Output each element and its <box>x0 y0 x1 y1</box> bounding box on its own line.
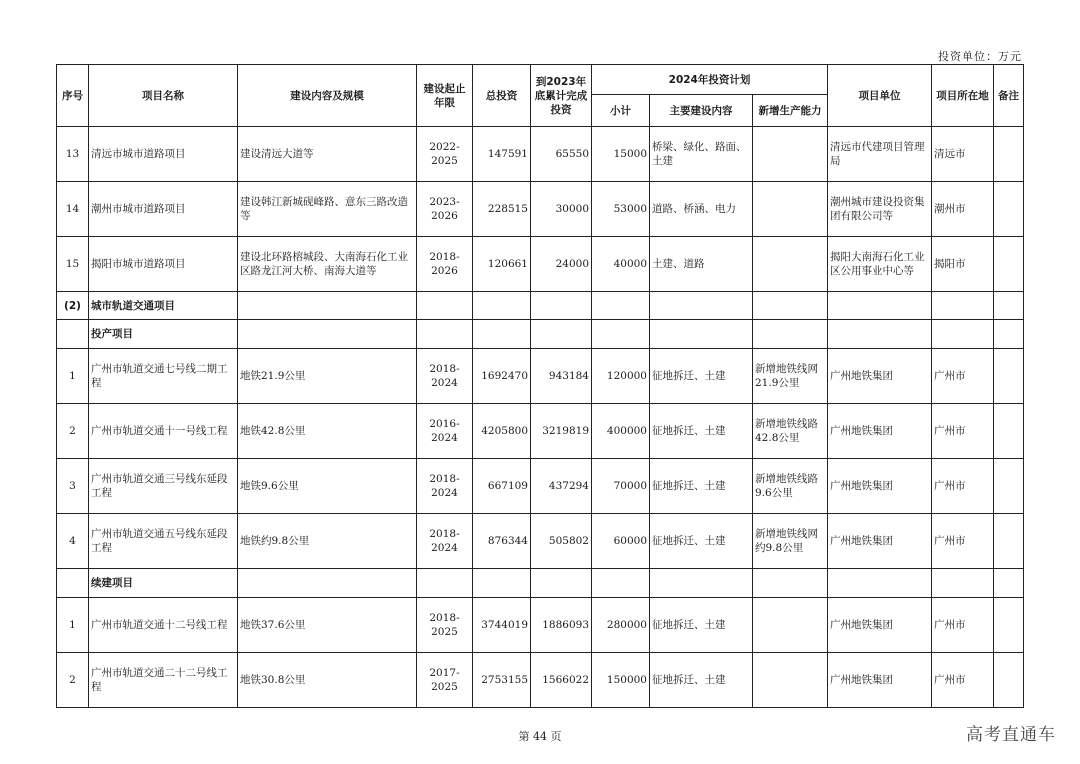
cell-name: 广州市轨道交通二十二号线工程 <box>89 653 238 708</box>
col-plan: 2024年投资计划 <box>592 65 828 95</box>
cell-capacity: 新增地铁线网21.9公里 <box>753 349 828 404</box>
cell-empty <box>650 569 753 598</box>
cell-capacity <box>753 182 828 237</box>
cell-name: 续建项目 <box>89 569 238 598</box>
table-row <box>57 237 1024 292</box>
col-name: 项目名称 <box>89 65 238 127</box>
table-row <box>57 127 1024 182</box>
cell-total: 667109 <box>473 459 531 514</box>
cell-empty <box>932 320 994 349</box>
cell-empty <box>531 320 592 349</box>
cell-main-content: 征地拆迁、土建 <box>650 653 753 708</box>
cell-empty <box>828 320 932 349</box>
cell-seq: 2 <box>57 404 89 459</box>
cell-done: 24000 <box>531 237 592 292</box>
cell-remark <box>994 349 1024 404</box>
cell-done: 65550 <box>531 127 592 182</box>
cell-seq: (2) <box>57 292 89 320</box>
cell-name: 城市轨道交通项目 <box>89 292 238 320</box>
cell-location: 广州市 <box>932 653 994 708</box>
cell-empty <box>592 320 650 349</box>
col-period: 建设起止年限 <box>417 65 473 127</box>
col-subtotal: 小计 <box>592 95 650 127</box>
cell-seq: 3 <box>57 459 89 514</box>
cell-empty <box>753 569 828 598</box>
col-main-content: 主要建设内容 <box>650 95 753 127</box>
cell-capacity: 新增地铁线网约9.8公里 <box>753 514 828 569</box>
cell-unit: 潮州城市建设投资集团有限公司等 <box>828 182 932 237</box>
cell-total: 876344 <box>473 514 531 569</box>
table-row <box>57 349 1024 404</box>
cell-total: 1692470 <box>473 349 531 404</box>
cell-period: 2018-2025 <box>417 598 473 653</box>
page-number: 第 44 页 <box>518 730 562 743</box>
cell-total: 2753155 <box>473 653 531 708</box>
table-row <box>57 459 1024 514</box>
cell-capacity <box>753 653 828 708</box>
cell-content: 地铁37.6公里 <box>238 598 417 653</box>
cell-name: 广州市轨道交通五号线东延段工程 <box>89 514 238 569</box>
cell-content: 建设北环路榕城段、大南海石化工业区路龙江河大桥、南海大道等 <box>238 237 417 292</box>
cell-name: 广州市轨道交通三号线东延段工程 <box>89 459 238 514</box>
cell-name: 揭阳市城市道路项目 <box>89 237 238 292</box>
cell-period: 2018-2024 <box>417 459 473 514</box>
cell-unit: 广州地铁集团 <box>828 598 932 653</box>
unit-label: 投资单位：万元 <box>938 50 1022 63</box>
cell-content: 地铁42.8公里 <box>238 404 417 459</box>
cell-content: 地铁约9.8公里 <box>238 514 417 569</box>
cell-done: 437294 <box>531 459 592 514</box>
cell-seq: 4 <box>57 514 89 569</box>
cell-done: 1566022 <box>531 653 592 708</box>
cell-empty <box>473 569 531 598</box>
cell-name: 广州市轨道交通十二号线工程 <box>89 598 238 653</box>
subsection-row <box>57 320 1024 349</box>
investment-table <box>56 64 1024 708</box>
cell-empty <box>828 569 932 598</box>
cell-seq <box>57 569 89 598</box>
table-row <box>57 182 1024 237</box>
cell-period: 2018-2024 <box>417 349 473 404</box>
col-capacity: 新增生产能力 <box>753 95 828 127</box>
cell-location: 清远市 <box>932 127 994 182</box>
cell-total: 147591 <box>473 127 531 182</box>
cell-unit: 揭阳大南海石化工业区公用事业中心等 <box>828 237 932 292</box>
col-unit: 项目单位 <box>828 65 932 127</box>
cell-remark <box>994 459 1024 514</box>
cell-unit: 广州地铁集团 <box>828 514 932 569</box>
cell-seq: 2 <box>57 653 89 708</box>
cell-unit: 清远市代建项目管理局 <box>828 127 932 182</box>
cell-remark <box>994 182 1024 237</box>
cell-remark <box>994 514 1024 569</box>
cell-empty <box>994 320 1024 349</box>
col-seq: 序号 <box>57 65 89 127</box>
section-row <box>57 292 1024 320</box>
cell-name: 广州市轨道交通七号线二期工程 <box>89 349 238 404</box>
cell-location: 揭阳市 <box>932 237 994 292</box>
table-row <box>57 404 1024 459</box>
cell-total: 120661 <box>473 237 531 292</box>
cell-main-content: 征地拆迁、土建 <box>650 459 753 514</box>
cell-period: 2018-2026 <box>417 237 473 292</box>
table-row <box>57 514 1024 569</box>
cell-empty <box>753 320 828 349</box>
cell-location: 广州市 <box>932 598 994 653</box>
cell-subtotal: 15000 <box>592 127 650 182</box>
cell-empty <box>932 292 994 320</box>
cell-empty <box>994 292 1024 320</box>
cell-total: 4205800 <box>473 404 531 459</box>
table-row <box>57 653 1024 708</box>
cell-content: 地铁9.6公里 <box>238 459 417 514</box>
cell-content: 地铁30.8公里 <box>238 653 417 708</box>
cell-main-content: 征地拆迁、土建 <box>650 404 753 459</box>
cell-subtotal: 70000 <box>592 459 650 514</box>
cell-done: 505802 <box>531 514 592 569</box>
cell-remark <box>994 598 1024 653</box>
cell-seq: 14 <box>57 182 89 237</box>
col-content: 建设内容及规模 <box>238 65 417 127</box>
cell-subtotal: 40000 <box>592 237 650 292</box>
cell-empty <box>417 569 473 598</box>
cell-total: 228515 <box>473 182 531 237</box>
cell-empty <box>238 320 417 349</box>
cell-period: 2023-2026 <box>417 182 473 237</box>
cell-capacity <box>753 237 828 292</box>
cell-unit: 广州地铁集团 <box>828 653 932 708</box>
cell-subtotal: 60000 <box>592 514 650 569</box>
cell-capacity <box>753 127 828 182</box>
cell-main-content: 征地拆迁、土建 <box>650 514 753 569</box>
cell-subtotal: 280000 <box>592 598 650 653</box>
cell-seq: 13 <box>57 127 89 182</box>
cell-empty <box>650 292 753 320</box>
cell-location: 广州市 <box>932 514 994 569</box>
cell-name: 清远市城市道路项目 <box>89 127 238 182</box>
cell-seq <box>57 320 89 349</box>
cell-empty <box>650 320 753 349</box>
cell-remark <box>994 653 1024 708</box>
cell-main-content: 土建、道路 <box>650 237 753 292</box>
cell-empty <box>531 569 592 598</box>
cell-location: 广州市 <box>932 404 994 459</box>
cell-empty <box>531 292 592 320</box>
col-remark: 备注 <box>994 65 1024 127</box>
cell-location: 潮州市 <box>932 182 994 237</box>
cell-capacity <box>753 598 828 653</box>
cell-location: 广州市 <box>932 459 994 514</box>
cell-location: 广州市 <box>932 349 994 404</box>
cell-unit: 广州地铁集团 <box>828 459 932 514</box>
cell-empty <box>592 569 650 598</box>
cell-seq: 15 <box>57 237 89 292</box>
cell-empty <box>417 292 473 320</box>
cell-remark <box>994 127 1024 182</box>
cell-done: 1886093 <box>531 598 592 653</box>
table-body <box>57 127 1024 708</box>
cell-unit: 广州地铁集团 <box>828 349 932 404</box>
cell-empty <box>932 569 994 598</box>
subsection-row <box>57 569 1024 598</box>
cell-empty <box>417 320 473 349</box>
cell-empty <box>994 569 1024 598</box>
cell-done: 3219819 <box>531 404 592 459</box>
cell-unit: 广州地铁集团 <box>828 404 932 459</box>
cell-period: 2022-2025 <box>417 127 473 182</box>
cell-content: 地铁21.9公里 <box>238 349 417 404</box>
cell-capacity: 新增地铁线路9.6公里 <box>753 459 828 514</box>
cell-subtotal: 150000 <box>592 653 650 708</box>
cell-done: 943184 <box>531 349 592 404</box>
col-done: 到2023年底累计完成投资 <box>531 65 592 127</box>
cell-empty <box>753 292 828 320</box>
cell-name: 投产项目 <box>89 320 238 349</box>
cell-seq: 1 <box>57 598 89 653</box>
cell-content: 建设清远大道等 <box>238 127 417 182</box>
cell-main-content: 桥梁、绿化、路面、土建 <box>650 127 753 182</box>
cell-subtotal: 400000 <box>592 404 650 459</box>
table-row <box>57 598 1024 653</box>
cell-capacity: 新增地铁线路42.8公里 <box>753 404 828 459</box>
cell-main-content: 征地拆迁、土建 <box>650 598 753 653</box>
cell-empty <box>473 292 531 320</box>
cell-main-content: 征地拆迁、土建 <box>650 349 753 404</box>
cell-period: 2016-2024 <box>417 404 473 459</box>
cell-subtotal: 120000 <box>592 349 650 404</box>
cell-period: 2017-2025 <box>417 653 473 708</box>
cell-seq: 1 <box>57 349 89 404</box>
cell-main-content: 道路、桥涵、电力 <box>650 182 753 237</box>
cell-empty <box>238 569 417 598</box>
cell-done: 30000 <box>531 182 592 237</box>
watermark: 高考直通车 <box>966 725 1056 745</box>
cell-total: 3744019 <box>473 598 531 653</box>
cell-name: 潮州市城市道路项目 <box>89 182 238 237</box>
col-location: 项目所在地 <box>932 65 994 127</box>
cell-empty <box>592 292 650 320</box>
cell-content: 建设韩江新城砚峰路、意东三路改造等 <box>238 182 417 237</box>
cell-subtotal: 53000 <box>592 182 650 237</box>
cell-name: 广州市轨道交通十一号线工程 <box>89 404 238 459</box>
cell-empty <box>473 320 531 349</box>
cell-empty <box>238 292 417 320</box>
cell-period: 2018-2024 <box>417 514 473 569</box>
cell-empty <box>828 292 932 320</box>
cell-remark <box>994 404 1024 459</box>
cell-remark <box>994 237 1024 292</box>
col-total: 总投资 <box>473 65 531 127</box>
